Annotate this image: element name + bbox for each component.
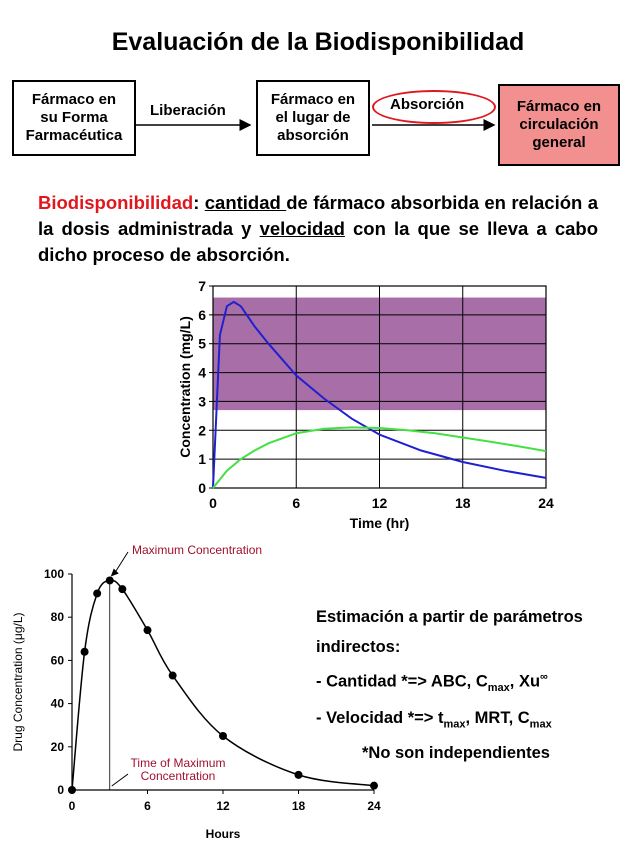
y-tick-label: 3 bbox=[198, 393, 206, 410]
data-point bbox=[93, 589, 101, 597]
label-liberation: Liberación bbox=[150, 102, 226, 119]
side-line-2: indirectos: bbox=[316, 638, 401, 656]
side-line-1: Estimación a partir de parámetros bbox=[316, 608, 583, 626]
y-axis-label: Drug Concentration (μg/L) bbox=[11, 612, 25, 752]
data-point bbox=[144, 626, 152, 634]
data-point bbox=[219, 732, 227, 740]
x-tick-label: 6 bbox=[144, 799, 151, 813]
data-point bbox=[295, 771, 303, 779]
parameters-text bbox=[316, 602, 628, 739]
annotation-tmax-2: Concentration bbox=[140, 769, 216, 783]
y-tick-label: 80 bbox=[50, 610, 64, 625]
x-tick-label: 12 bbox=[371, 495, 388, 511]
y-tick-label: 6 bbox=[198, 306, 206, 323]
annotation-tmax-arrow bbox=[112, 774, 128, 786]
y-tick-label: 5 bbox=[198, 335, 206, 352]
data-point bbox=[169, 672, 177, 680]
y-tick-label: 4 bbox=[198, 364, 206, 381]
x-tick-label: 18 bbox=[291, 799, 306, 813]
box-general-circulation: Fármaco en circulación general bbox=[498, 84, 620, 166]
term-bioavailability: Biodisponibilidad bbox=[38, 192, 194, 213]
chart-concentration-time bbox=[170, 278, 570, 538]
y-tick-label: 60 bbox=[50, 653, 64, 668]
x-tick-label: 24 bbox=[367, 799, 381, 813]
data-point bbox=[68, 786, 76, 794]
x-axis-label: Hours bbox=[205, 827, 241, 841]
x-tick-label: 12 bbox=[216, 799, 230, 813]
x-tick-label: 24 bbox=[538, 495, 554, 511]
annotation-tmax-1: Time of Maximum bbox=[130, 756, 226, 770]
y-tick-label: 100 bbox=[43, 567, 64, 581]
annotation-max-concentration: Maximum Concentration bbox=[132, 543, 263, 557]
definition-paragraph: Biodisponibilidad: cantidad de fármaco absorbida en relación a la dosis administrada y velocidad con la que se lleva a cabo dicho proceso de absorción. bbox=[38, 192, 598, 265]
y-tick-label: 20 bbox=[50, 739, 64, 754]
data-point bbox=[118, 585, 126, 593]
y-tick-label: 0 bbox=[198, 480, 206, 496]
annotation-max-arrowhead bbox=[111, 568, 119, 576]
data-point bbox=[81, 648, 89, 656]
x-axis-label: Time (hr) bbox=[349, 515, 410, 531]
y-tick-label: 7 bbox=[198, 278, 206, 294]
underline-quantity: cantidad bbox=[204, 192, 287, 213]
note-not-independent: *No son independientes bbox=[362, 744, 550, 762]
page-title: Evaluación de la Biodisponibilidad bbox=[111, 28, 525, 56]
y-tick-label: 0 bbox=[57, 783, 64, 797]
y-tick-label: 2 bbox=[198, 422, 206, 439]
data-point bbox=[370, 782, 378, 790]
x-tick-label: 0 bbox=[68, 799, 76, 813]
y-tick-label: 1 bbox=[198, 451, 206, 468]
x-tick-label: 0 bbox=[209, 495, 217, 511]
label-absorption: Absorción bbox=[390, 96, 465, 113]
side-line-4: - Velocidad *=> $t_{max}$, MRT, $C_{max}$ bbox=[316, 708, 552, 731]
side-line-3: - Cantidad *=> ABC, $C_{max}$, Xu∞ bbox=[316, 671, 548, 694]
underline-velocity: velocidad bbox=[259, 218, 345, 239]
box-pharmaceutical-form: Fármaco en su Forma Farmacéutica bbox=[12, 80, 136, 156]
x-tick-label: 18 bbox=[454, 495, 471, 511]
box-absorption-site: Fármaco en el lugar de absorción bbox=[256, 80, 370, 156]
y-axis-label: Concentration (mg/L) bbox=[177, 316, 193, 458]
y-tick-label: 40 bbox=[50, 696, 64, 711]
x-tick-label: 6 bbox=[292, 495, 301, 511]
